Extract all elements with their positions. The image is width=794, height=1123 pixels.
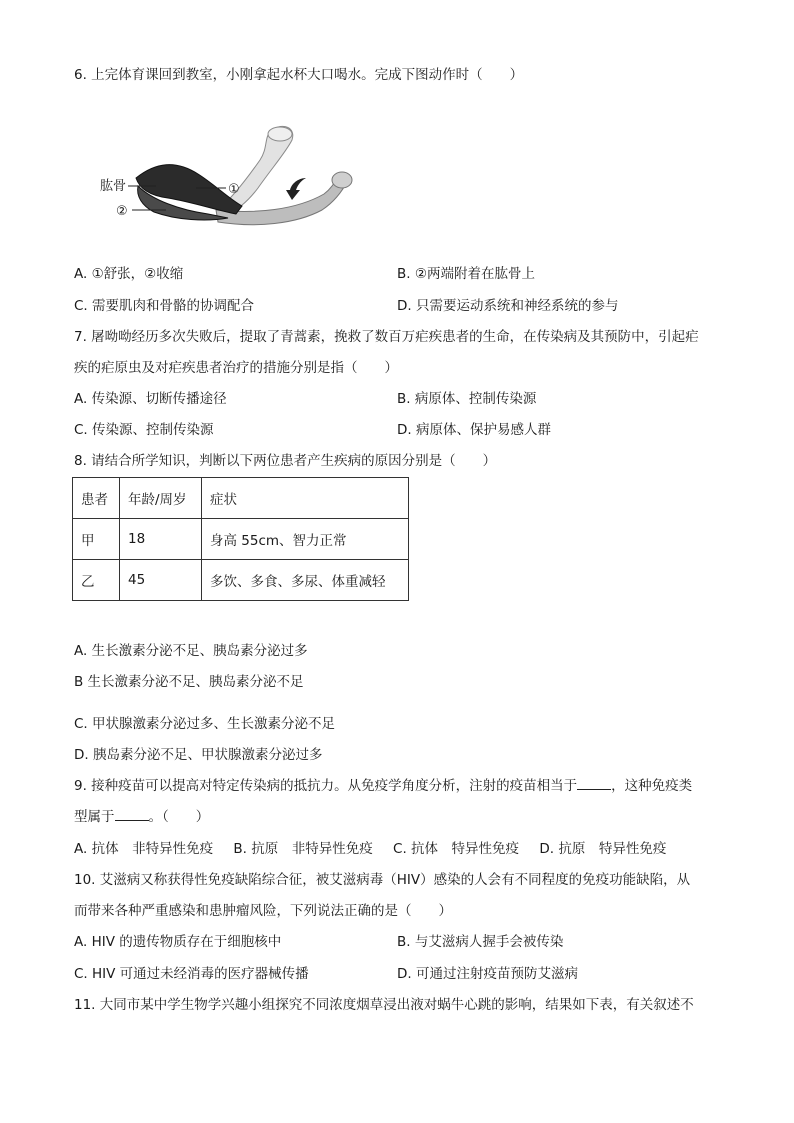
table-cell: 多饮、多食、多尿、体重减轻 <box>202 560 409 601</box>
q8-stem: 8. 请结合所学知识，判断以下两位患者产生疾病的原因分别是（ ） <box>74 453 497 469</box>
wrist-shape <box>332 172 352 188</box>
q8-option-d: D. 胰岛素分泌不足、甲状腺激素分泌过多 <box>74 747 323 763</box>
q7-stem-line1: 7. 屠呦呦经历多次失败后，提取了青蒿素，挽救了数百万疟疾患者的生命，在传染病及其预防中，引起疟 <box>74 329 699 345</box>
q7-option-a: A. 传染源、切断传播途径 <box>74 391 227 407</box>
table-cell: 45 <box>120 560 202 601</box>
q10-stem-line1: 10. 艾滋病又称获得性免疫缺陷综合征，被艾滋病毒（HIV）感染的人会有不同程度的免疫功能缺陷，从 <box>74 872 691 888</box>
table-row <box>73 519 409 560</box>
q6-stem: 6. 上完体育课回到教室，小刚拿起水杯大口喝水。完成下图动作时（ ） <box>74 67 524 83</box>
q7-option-c: C. 传染源、控制传染源 <box>74 422 214 438</box>
arm-illustration <box>96 118 366 238</box>
arm-muscle-figure <box>96 118 366 242</box>
q10-option-d: D. 可通过注射疫苗预防艾滋病 <box>397 966 578 982</box>
q9-stem-text-end: ，这种免疫类 <box>611 778 693 794</box>
q7-stem-line2: 疾的疟原虫及对疟疾患者治疗的措施分别是指（ ） <box>74 360 398 376</box>
q9-option-a: A. 抗体 非特异性免疫 <box>74 841 214 857</box>
q7-option-b: B. 病原体、控制传染源 <box>397 391 537 407</box>
humerus-head-shape <box>268 127 292 141</box>
q9-stem-line1 <box>74 777 692 795</box>
q9-stem-text2: 型属于 <box>74 809 115 825</box>
answer-blank <box>577 777 611 790</box>
table-cell: 乙 <box>73 560 120 601</box>
table-row <box>73 560 409 601</box>
table-cell: 身高 55cm、智力正常 <box>202 519 409 560</box>
label-muscle-1: ① <box>228 182 240 197</box>
q8-option-b: B 生长激素分泌不足、胰岛素分泌不足 <box>74 674 304 690</box>
table-cell: 甲 <box>73 519 120 560</box>
movement-arrow-icon <box>286 178 306 200</box>
q6-option-c: C. 需要肌肉和骨骼的协调配合 <box>74 298 255 314</box>
q8-option-c: C. 甲状腺激素分泌过多、生长激素分泌不足 <box>74 716 336 732</box>
q9-option-b: B. 抗原 非特异性免疫 <box>233 841 373 857</box>
table-header-cell: 症状 <box>202 478 409 519</box>
q7-option-d: D. 病原体、保护易感人群 <box>397 422 551 438</box>
table-cell: 18 <box>120 519 202 560</box>
q10-option-a: A. HIV 的遗传物质存在于细胞核中 <box>74 934 282 950</box>
table-header-cell: 患者 <box>73 478 120 519</box>
q8-option-a: A. 生长激素分泌不足、胰岛素分泌过多 <box>74 643 308 659</box>
q9-stem-line2 <box>74 808 209 826</box>
q9-option-d: D. 抗原 特异性免疫 <box>539 841 667 857</box>
q9-option-c: C. 抗体 特异性免疫 <box>393 841 520 857</box>
q6-option-b: B. ②两端附着在肱骨上 <box>397 266 535 282</box>
q9-stem-text2-end: 。（ ） <box>148 809 210 825</box>
q9-stem-text: 9. 接种疫苗可以提高对特定传染病的抵抗力。从免疫学角度分析，注射的疫苗相当于 <box>74 778 578 794</box>
label-muscle-2: ② <box>116 204 128 219</box>
q9-options <box>74 840 682 858</box>
table-header-row <box>73 478 409 519</box>
q10-stem-line2: 而带来各种严重感染和患肿瘤风险，下列说法正确的是（ ） <box>74 903 452 919</box>
label-humerus: 肱骨 <box>100 179 127 194</box>
q6-option-a: A. ①舒张，②收缩 <box>74 266 184 282</box>
answer-blank <box>115 808 149 821</box>
table-header-cell: 年龄/周岁 <box>120 478 202 519</box>
q10-option-c: C. HIV 可通过未经消毒的医疗器械传播 <box>74 966 309 982</box>
patient-table <box>72 477 409 601</box>
q11-stem-line1: 11. 大同市某中学生物学兴趣小组探究不同浓度烟草浸出液对蜗牛心跳的影响，结果如下表，有关叙述不 <box>74 997 694 1013</box>
q10-option-b: B. 与艾滋病人握手会被传染 <box>397 934 564 950</box>
q6-option-d: D. 只需要运动系统和神经系统的参与 <box>397 298 619 314</box>
